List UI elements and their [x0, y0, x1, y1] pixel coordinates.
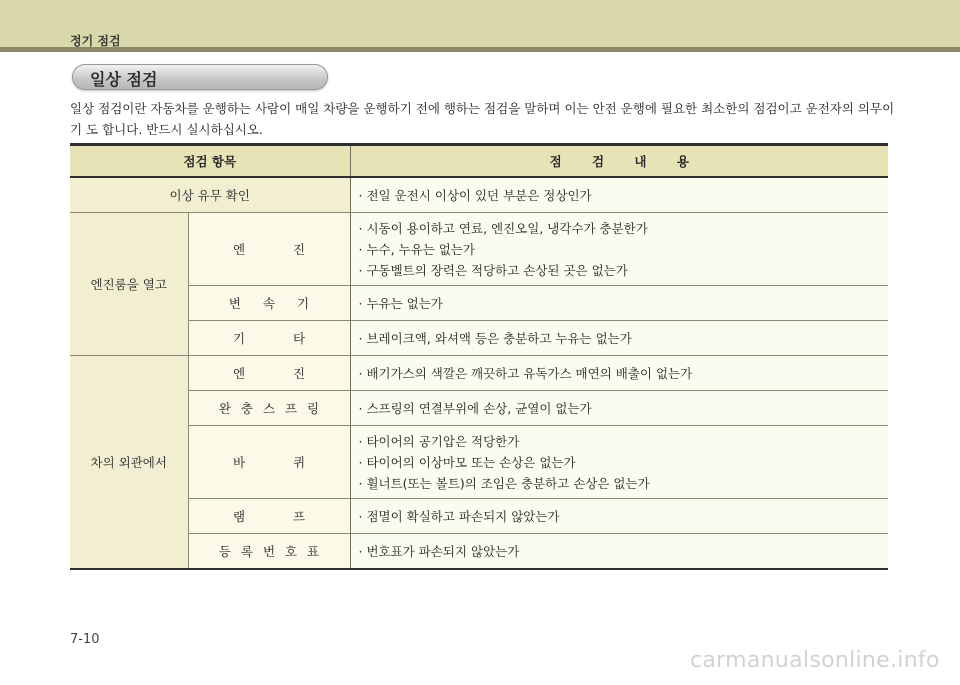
subcategory-cell: 변 속 기 — [188, 286, 350, 321]
content-cell: · 누유는 없는가 — [350, 286, 888, 321]
content-cell: · 배기가스의 색깔은 깨끗하고 유독가스 매연의 배출이 없는가 — [350, 356, 888, 391]
section-title: 정기 점검 — [70, 34, 121, 48]
table-row — [70, 499, 888, 534]
category-cell: 엔진룸을 열고 — [70, 213, 188, 356]
table-row — [70, 356, 888, 391]
page-title: 일상 점검 — [90, 70, 158, 89]
content-cell: · 점멸이 확실하고 파손되지 않았는가 — [350, 499, 888, 534]
table-row — [70, 177, 888, 213]
table-row — [70, 213, 888, 286]
subcategory-cell: 등 록 번 호 표 — [188, 534, 350, 570]
content-cell: · 타이어의 공기압은 적당한가 · 타이어의 이상마모 또는 손상은 없는가 · 휠너트(또는 볼트)의 조임은 충분하고 손상은 없는가 — [350, 426, 888, 499]
subcategory-cell: 엔 진 — [188, 356, 350, 391]
content-cell: · 전일 운전시 이상이 있던 부분은 정상인가 — [350, 177, 888, 213]
header-content: 점 검 내 용 — [350, 145, 888, 178]
header-bar — [0, 0, 960, 52]
category-cell: 차의 외관에서 — [70, 356, 188, 570]
title-pill — [72, 64, 328, 90]
table-row — [70, 534, 888, 570]
content-cell: · 시동이 용이하고 연료, 엔진오일, 냉각수가 충분한가 · 누수, 누유는 없는가 · 구동벨트의 장력은 적당하고 손상된 곳은 없는가 — [350, 213, 888, 286]
table-row — [70, 286, 888, 321]
content-cell: · 번호표가 파손되지 않았는가 — [350, 534, 888, 570]
header-item: 점검 항목 — [70, 145, 350, 178]
subcategory-cell: 램 프 — [188, 499, 350, 534]
subcategory-cell: 완 충 스 프 링 — [188, 391, 350, 426]
inspection-table — [70, 143, 888, 570]
watermark: carmanualsonline.info — [690, 648, 940, 673]
content-cell: · 브레이크액, 와셔액 등은 충분하고 누유는 없는가 — [350, 321, 888, 356]
table-row — [70, 321, 888, 356]
intro-paragraph: 일상 점검이란 자동차를 운행하는 사람이 매일 차량을 운행하기 전에 행하는 점검을 말하며 이는 안전 운행에 필요한 최소한의 점검이고 운전자의 의무이기 도 합니다. 반드시 실시하십시오. — [70, 101, 895, 137]
category-cell: 이상 유무 확인 — [70, 177, 350, 213]
content-cell: · 스프링의 연결부위에 손상, 균열이 없는가 — [350, 391, 888, 426]
page-number: 7-10 — [70, 632, 100, 647]
subcategory-cell: 기 타 — [188, 321, 350, 356]
subcategory-cell: 바 퀴 — [188, 426, 350, 499]
subcategory-cell: 엔 진 — [188, 213, 350, 286]
table-header-row — [70, 145, 888, 178]
table-row — [70, 426, 888, 499]
table-row — [70, 391, 888, 426]
